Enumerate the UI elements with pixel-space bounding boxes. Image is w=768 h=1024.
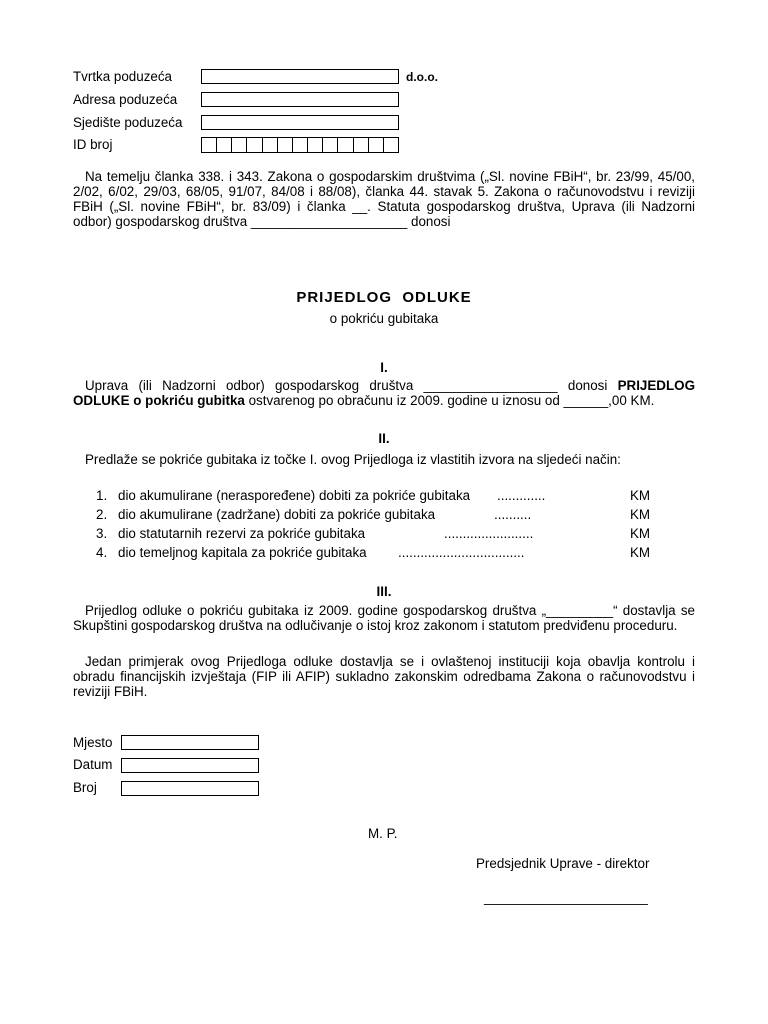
signatory-title: Predsjednik Uprave - direktor	[476, 856, 650, 871]
preamble: Na temelju članka 338. i 343. Zakona o gospodarskim društvima („Sl. novine FBiH“, br. 23/99, 45/00, 2/02, 6/02, 29/03, 68/05, 91/07, 84/08 i 88/08), članka 44. stavak 5. Zakona o računovodstvu i reviziji FBiH („Sl. novine FBiH“, br. 83/09) i članka __. Statuta gospodarskog društva, Uprava (ili Nadzorni odbor) gospodarskog društva _____________________ donosi	[73, 169, 695, 229]
id-label: ID broj	[73, 137, 113, 152]
signature-line: ______________________	[484, 890, 648, 905]
place-label: Mjesto	[73, 735, 113, 750]
section-3-heading: III.	[376, 584, 392, 599]
section-1-text: Uprava (ili Nadzorni odbor) gospodarskog društva __________________ donosi PRIJEDLOG ODLUKE o pokriću gubitka ostvarenog po obračunu iz 2009. godine u iznosu od ______,00 KM.	[73, 378, 695, 408]
address-label: Adresa poduzeća	[73, 92, 178, 107]
list-item: 1. dio akumulirane (neraspoređene) dobiti za pokriće gubitaka ............. KM	[96, 488, 651, 503]
id-digit-cell[interactable]	[323, 138, 338, 152]
id-digit-cell[interactable]	[369, 138, 384, 152]
date-label: Datum	[73, 757, 113, 772]
address-field[interactable]	[201, 92, 399, 107]
id-digit-cell[interactable]	[384, 138, 398, 152]
document-subtitle: o pokriću gubitaka	[329, 311, 439, 326]
section-3-para-1: Prijedlog odluke o pokriću gubitaka iz 2009. godine gospodarskog društva „_________“ dostavlja se Skupštini gospodarskog društva na odlučivanje o istoj kroz zakonom i statutom predviđenu proceduru.	[73, 603, 695, 633]
number-field[interactable]	[121, 781, 259, 796]
date-field[interactable]	[121, 758, 259, 773]
company-suffix: d.o.o.	[406, 70, 438, 84]
document-title: PRIJEDLOG ODLUKE	[296, 289, 472, 306]
place-field[interactable]	[121, 735, 259, 750]
section-2-intro: Predlaže se pokriće gubitaka iz točke I. ovog Prijedloga iz vlastitih izvora na sljedeći način:	[85, 452, 621, 467]
seat-label: Sjedište poduzeća	[73, 115, 183, 130]
id-digit-cell[interactable]	[338, 138, 353, 152]
id-number-field[interactable]	[201, 137, 399, 153]
id-digit-cell[interactable]	[202, 138, 217, 152]
list-item: 2. dio akumulirane (zadržane) dobiti za pokriće gubitaka .......... KM	[96, 507, 651, 522]
number-label: Broj	[73, 780, 97, 795]
id-digit-cell[interactable]	[247, 138, 262, 152]
id-digit-cell[interactable]	[232, 138, 247, 152]
list-item: 4. dio temeljnog kapitala za pokriće gubitaka .................................. KM	[96, 545, 651, 560]
seat-field[interactable]	[201, 115, 399, 130]
id-digit-cell[interactable]	[308, 138, 323, 152]
stamp-mark: M. P.	[368, 826, 398, 841]
section-2-heading: II.	[378, 431, 390, 446]
section-1-heading: I.	[380, 360, 388, 375]
id-digit-cell[interactable]	[293, 138, 308, 152]
company-name-field[interactable]	[201, 69, 399, 84]
id-digit-cell[interactable]	[354, 138, 369, 152]
company-name-label: Tvrtka poduzeća	[73, 69, 172, 84]
id-digit-cell[interactable]	[217, 138, 232, 152]
id-digit-cell[interactable]	[263, 138, 278, 152]
id-digit-cell[interactable]	[278, 138, 293, 152]
section-3-para-2: Jedan primjerak ovog Prijedloga odluke dostavlja se i ovlaštenoj instituciji koja obavlja kontrolu i obradu financijskih izvještaja (FIP ili AFIP) sukladno zakonskim odredbama Zakona o računovodstvu i reviziji FBiH.	[73, 654, 695, 699]
list-item: 3. dio statutarnih rezervi za pokriće gubitaka ........................ KM	[96, 526, 651, 541]
